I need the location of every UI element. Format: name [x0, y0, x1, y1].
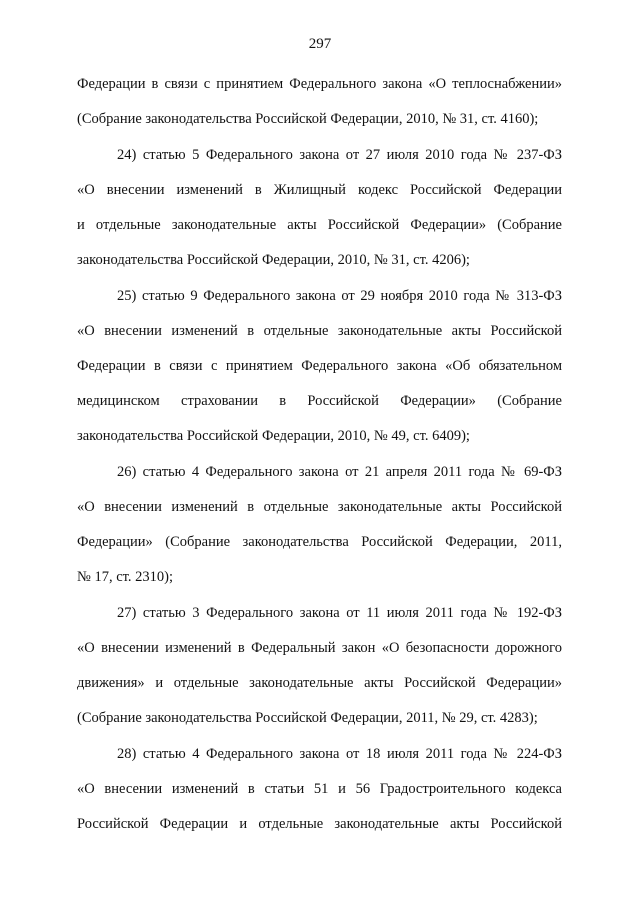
text-line: (Собрание законодательства Российской Федерации, 2011, № 29, ст. 4283);: [77, 710, 538, 726]
text-line: Федерации» (Собрание законодательства Российской Федерации, 2011,: [77, 534, 562, 550]
text-line: и отдельные законодательные акты Российской Федерации» (Собрание: [77, 217, 562, 233]
text-line: Федерации в связи с принятием Федерального закона «Об обязательном: [77, 358, 562, 374]
text-line: Российской Федерации и отдельные законодательные акты Российской: [77, 816, 562, 832]
text-line: № 17, ст. 2310);: [77, 569, 173, 585]
text-line: 25) статью 9 Федерального закона от 29 ноября 2010 года № 313-ФЗ: [117, 288, 562, 304]
text-line: «О внесении изменений в Федеральный закон «О безопасности дорожного: [77, 640, 562, 656]
text-line: законодательства Российской Федерации, 2010, № 49, ст. 6409);: [77, 428, 470, 444]
text-line: законодательства Российской Федерации, 2010, № 31, ст. 4206);: [77, 252, 470, 268]
text-line: «О внесении изменений в Жилищный кодекс Российской Федерации: [77, 182, 562, 198]
text-line: 28) статью 4 Федерального закона от 18 июля 2011 года № 224-ФЗ: [117, 746, 562, 762]
text-line: (Собрание законодательства Российской Федерации, 2010, № 31, ст. 4160);: [77, 111, 539, 127]
text-line: 24) статью 5 Федерального закона от 27 июля 2010 года № 237-ФЗ: [117, 147, 562, 163]
text-line: движения» и отдельные законодательные акты Российской Федерации»: [77, 675, 562, 691]
text-line: «О внесении изменений в статьи 51 и 56 Градостроительного кодекса: [77, 781, 562, 797]
text-line: «О внесении изменений в отдельные законодательные акты Российской: [77, 323, 562, 339]
text-line: 27) статью 3 Федерального закона от 11 июля 2011 года № 192-ФЗ: [117, 605, 562, 621]
text-line: Федерации в связи с принятием Федерального закона «О теплоснабжении»: [77, 76, 562, 92]
page-number: 297: [308, 36, 332, 52]
text-line: 26) статью 4 Федерального закона от 21 апреля 2011 года № 69-ФЗ: [117, 464, 562, 480]
text-line: «О внесении изменений в отдельные законодательные акты Российской: [77, 499, 562, 515]
text-line: медицинском страховании в Российской Федерации» (Собрание: [77, 393, 562, 409]
